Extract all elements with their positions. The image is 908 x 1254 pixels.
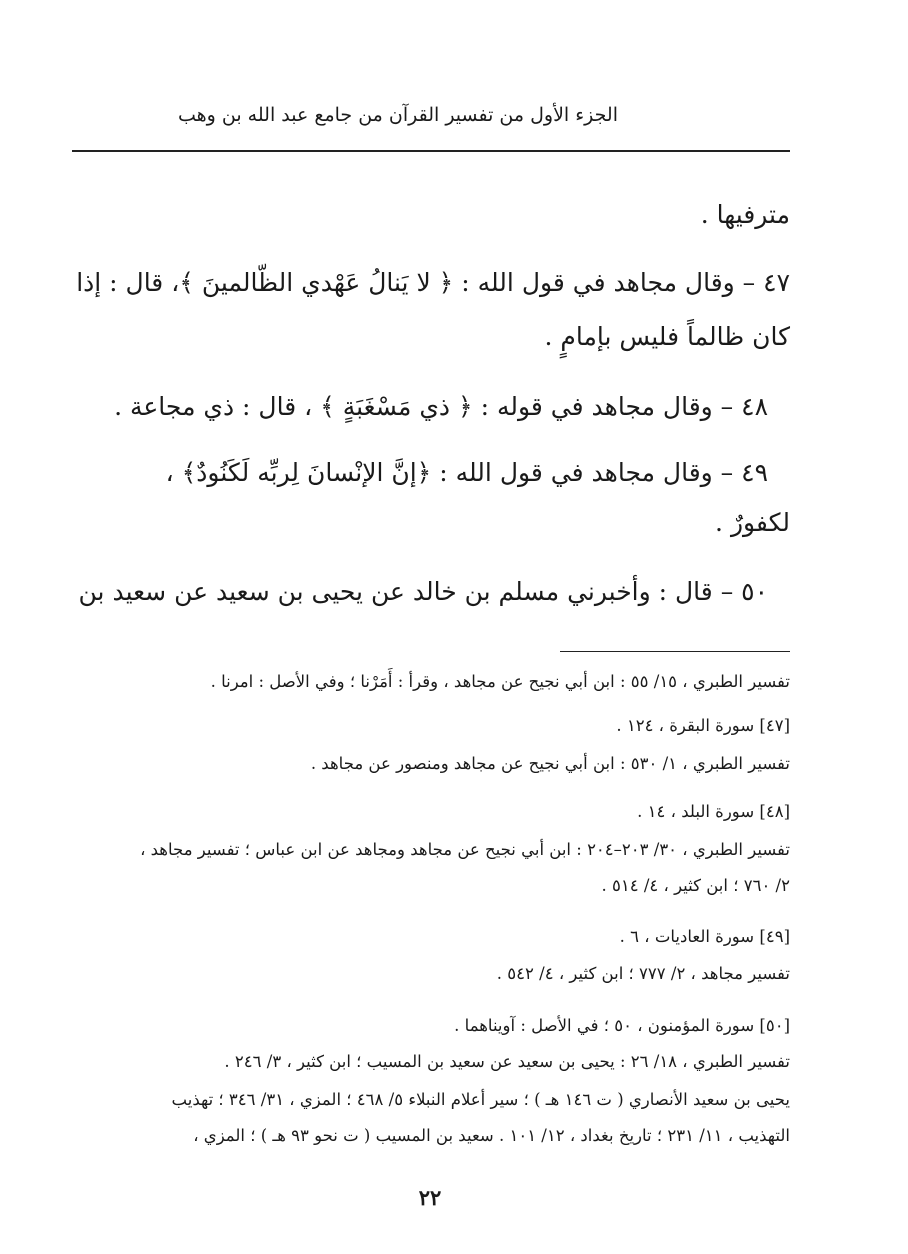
footnote-line: يحيى بن سعيد الأنصاري ( ت ١٤٦ هـ ) ؛ سير أعلام النبلاء ٥/ ٤٦٨ ؛ المزي ، ٣١/ ٣٤٦ ؛ تهذيب [171,1090,790,1109]
footnote-line: تفسير مجاهد ، ٢/ ٧٧٧ ؛ ابن كثير ، ٤/ ٥٤٢ . [496,964,790,983]
footnote-line: [٥٠] سورة المؤمنون ، ٥٠ ؛ في الأصل : آويناهما . [454,1016,790,1035]
footnote-line: التهذيب ، ١١/ ٢٣١ ؛ تاريخ بغداد ، ١٢/ ١٠١ . سعيد بن المسيب ( ت نحو ٩٣ هـ ) ؛ المزي ، [193,1126,790,1145]
footnote-line: تفسير الطبري ، ٣٠/ ٢٠٣–٢٠٤ : ابن أبي نجيح عن مجاهد ومجاهد عن ابن عباس ؛ تفسير مجاهد ، [140,840,790,859]
footnote-line: تفسير الطبري ، ١/ ٥٣٠ : ابن أبي نجيح عن مجاهد ومنصور عن مجاهد . [310,754,790,773]
body-line: ٥٠ – قال : وأخبرني مسلم بن خالد عن يحيى بن سعيد عن سعيد بن [78,577,768,606]
footnote-line: تفسير الطبري ، ١٨/ ٢٦ : يحيى بن سعيد عن سعيد بن المسيب ؛ ابن كثير ، ٣/ ٢٤٦ . [224,1052,790,1071]
body-line: كان ظالماً فليس بإمامٍ . [544,322,790,351]
footnote-line: [٤٩] سورة العاديات ، ٦ . [619,927,790,946]
footnote-line: [٤٧] سورة البقرة ، ١٢٤ . [616,716,790,735]
running-header: الجزء الأول من تفسير القرآن من جامع عبد الله بن وهب [178,104,618,126]
footnote-divider [560,651,790,652]
body-line: مترفيها . [700,200,790,229]
body-line: ٤٨ – وقال مجاهد في قوله : ﴿ ذي مَسْغَبَةٍ ﴾ ، قال : ذي مجاعة . [114,392,768,421]
body-line: لكفورٌ . [715,508,790,537]
body-line: ٤٧ – وقال مجاهد في قول الله : ﴿ لا يَنالُ عَهْدي الظّالمينَ ﴾، قال : إذا [76,268,790,297]
footnote-line: تفسير الطبري ، ١٥/ ٥٥ : ابن أبي نجيح عن مجاهد ، وقرأ : أَمَرْنا ؛ وفي الأصل : امرنا . [210,672,790,691]
footnote-line: [٤٨] سورة البلد ، ١٤ . [637,802,790,821]
header-divider [72,150,790,152]
body-line: ٤٩ – وقال مجاهد في قول الله : ﴿إنَّ الإنْسانَ لِربِّه لَكَنُودٌ﴾ ، [165,458,768,487]
footnote-line: ٢/ ٧٦٠ ؛ ابن كثير ، ٤/ ٥١٤ . [601,876,790,895]
page-number: ٢٢ [418,1185,442,1210]
